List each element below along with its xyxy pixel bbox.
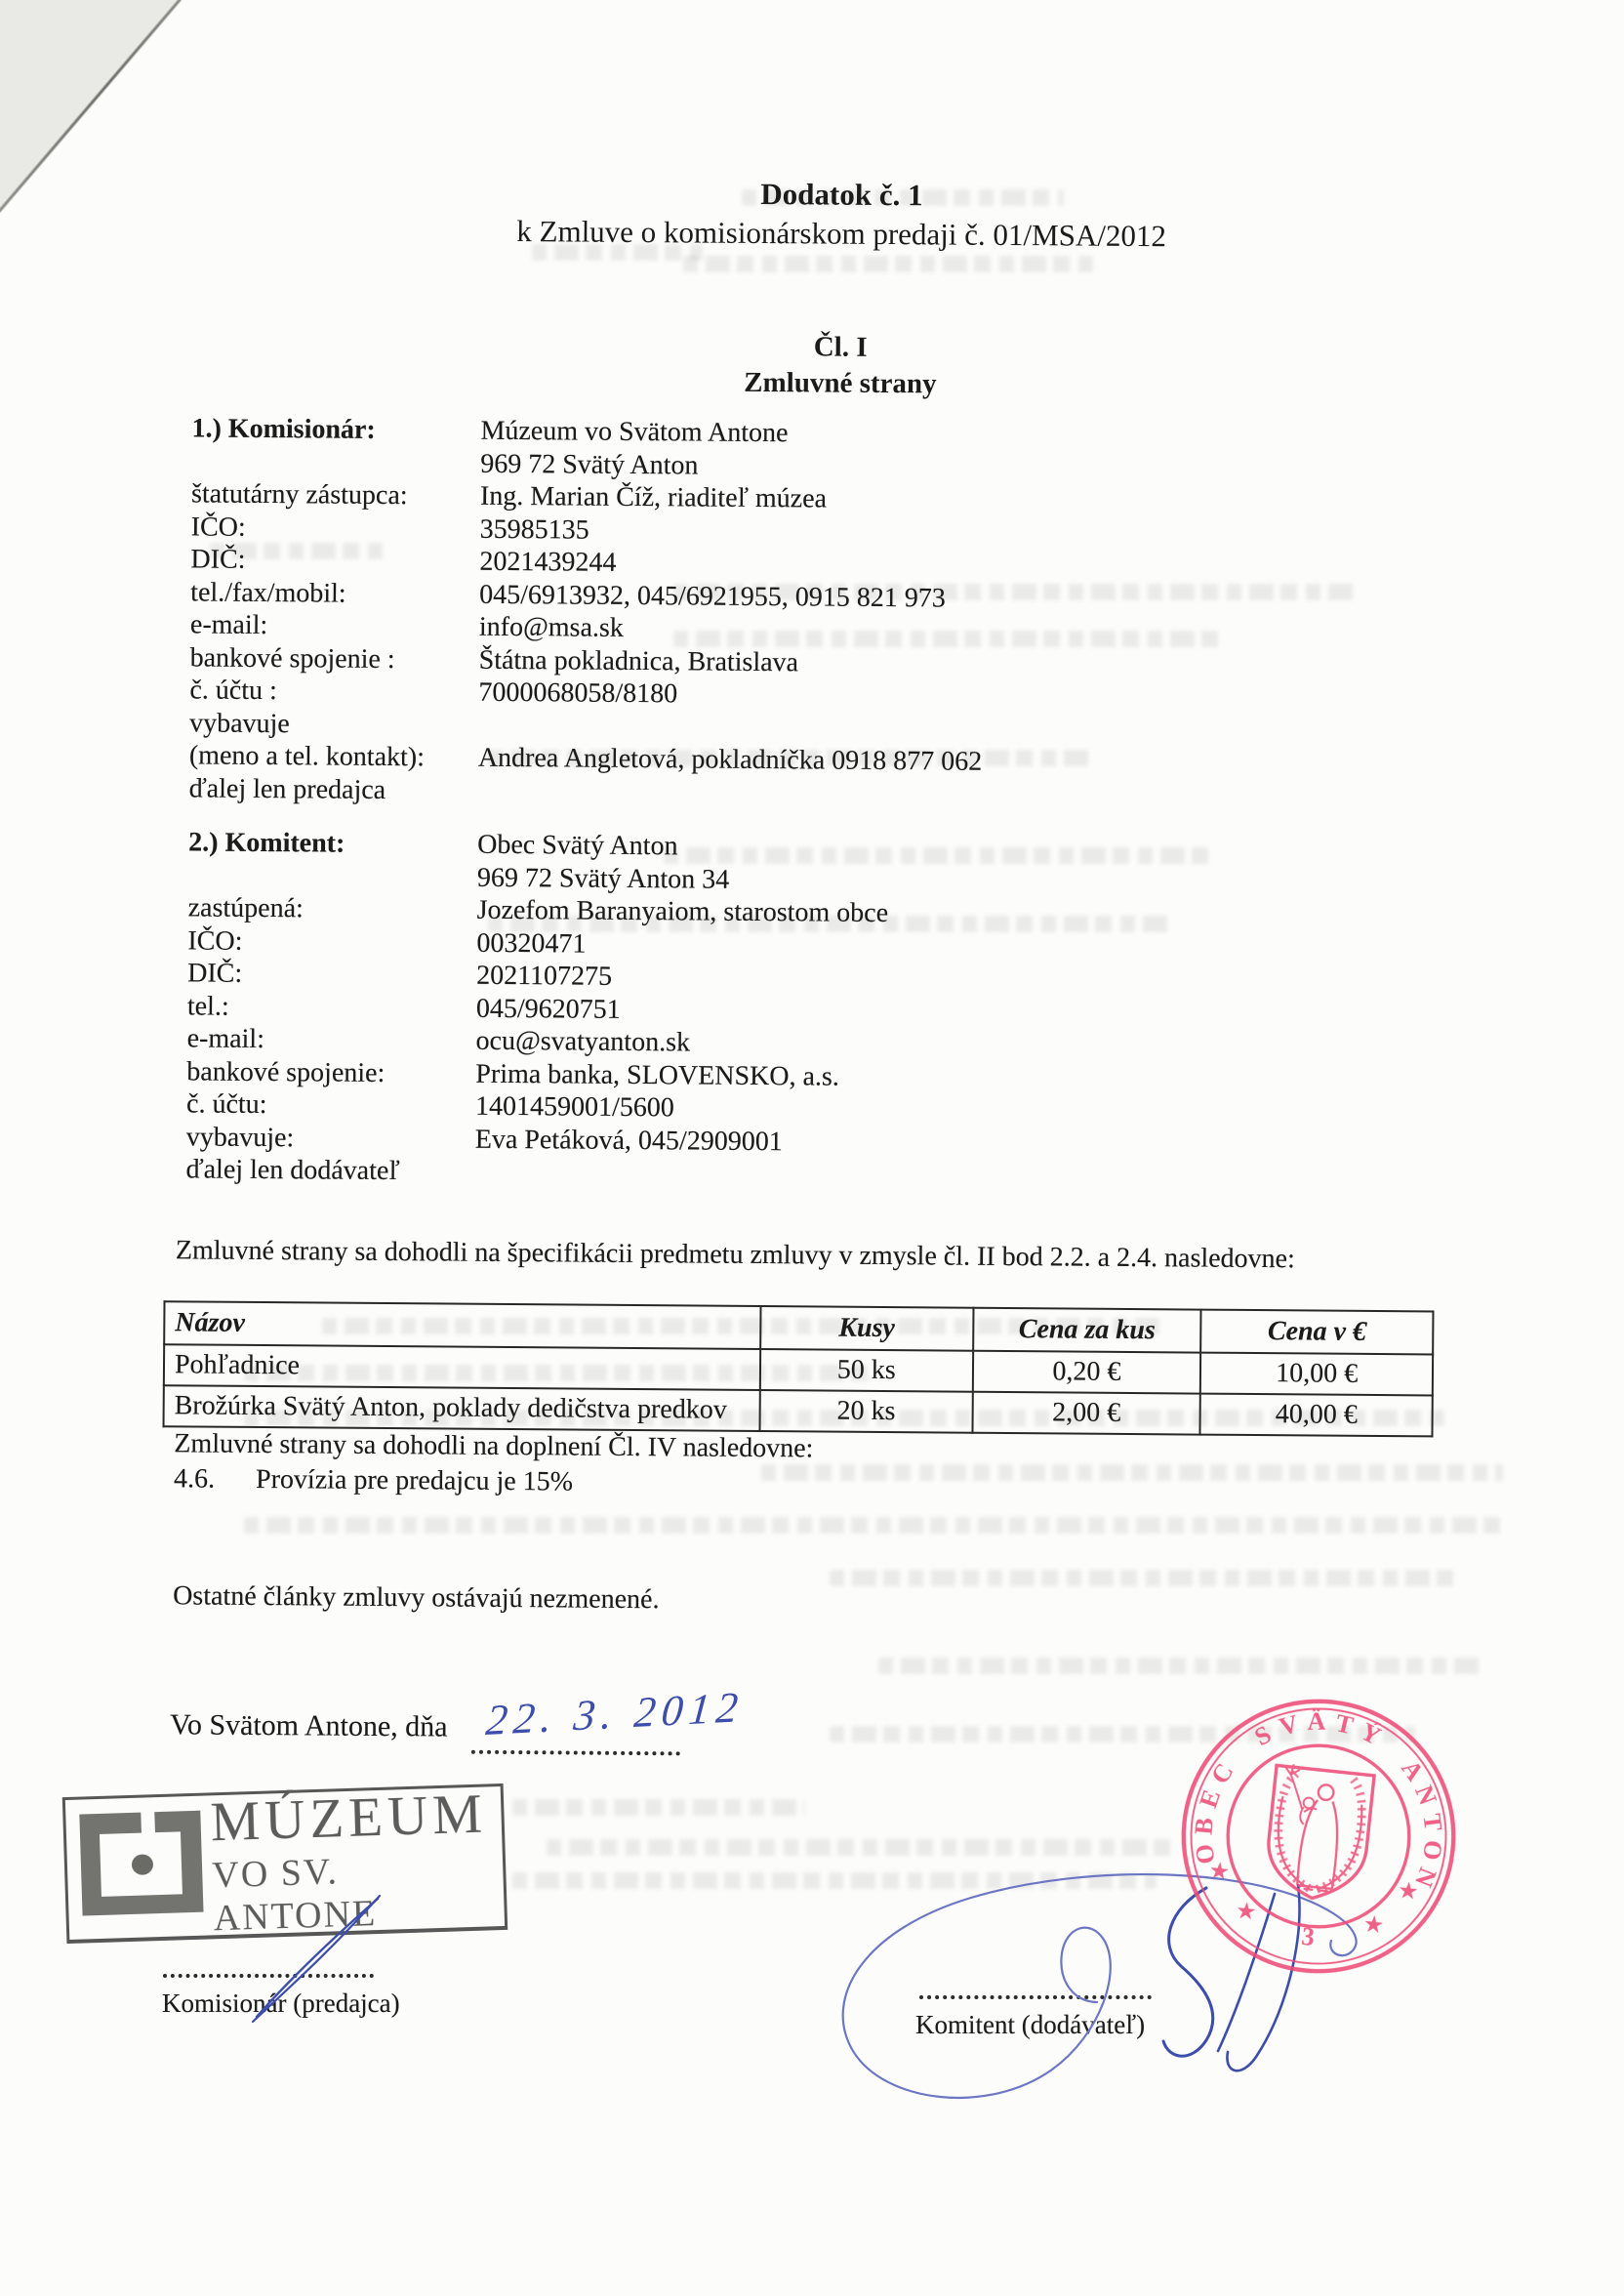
- cell-cena-v-eur: 40,00 €: [1200, 1394, 1433, 1437]
- document-title-block: [0, 169, 1623, 260]
- field-label: e-mail:: [186, 1023, 265, 1055]
- article-number: Čl. I: [813, 331, 868, 363]
- svg-text:★: ★: [1361, 1910, 1386, 1940]
- museum-stamp-name: MÚZEUM: [209, 1783, 488, 1854]
- party-section-komitent: [185, 826, 888, 1191]
- svg-text:A: A: [1396, 1754, 1430, 1786]
- field-value: 969 72 Svätý Anton: [480, 448, 699, 480]
- field-value: ocu@svatyanton.sk: [475, 1025, 691, 1058]
- party-row: [186, 1121, 887, 1159]
- col-header-kusy: Kusy: [760, 1306, 973, 1351]
- commission-clause: [174, 1462, 573, 1498]
- document-title: Dodatok č. 1: [760, 176, 923, 213]
- field-value: 2021107275: [476, 960, 613, 992]
- komisionar-role-label: Komisionár (predajca): [162, 1988, 400, 2018]
- party-row: [186, 1055, 887, 1093]
- field-label: IČO:: [187, 924, 243, 957]
- cell-nazov: Brožúrka Svätý Anton, poklady dedičstva predkov: [164, 1385, 760, 1431]
- field-value: 7000068058/8180: [478, 676, 678, 710]
- svg-text:T: T: [1417, 1812, 1448, 1833]
- svg-text:N: N: [1408, 1864, 1442, 1892]
- closing-paragraph: Ostatné články zmluvy ostávajú nezmenené.: [173, 1580, 660, 1616]
- svg-text:V: V: [1276, 1708, 1302, 1742]
- specification-paragraph: Zmluvné strany sa dohodli na špecifikácii predmetu zmluvy v zmysle čl. II bod 2.2. a 2.4. nasledovne:: [175, 1235, 1295, 1275]
- signature-line-right: [919, 1986, 1152, 1999]
- amendment-intro: Zmluvné strany sa dohodli na doplnení Čl. IV nasledovne:: [174, 1428, 814, 1464]
- article-heading-block: [0, 323, 1621, 408]
- svg-text:Ý: Ý: [1356, 1716, 1386, 1751]
- party-row: [188, 826, 889, 864]
- cell-kusy: 20 ks: [759, 1390, 972, 1433]
- field-label: 1.) Komisionár:: [191, 413, 376, 445]
- field-label: DIČ:: [190, 544, 246, 575]
- field-value: 00320471: [476, 927, 587, 960]
- field-label: [188, 859, 477, 894]
- field-label: ďalej len dodávateľ: [185, 1154, 400, 1187]
- field-value: Múzeum vo Svätom Antone: [480, 415, 789, 449]
- field-value: 045/6913932, 045/6921955, 0915 821 973: [479, 579, 946, 613]
- handwritten-date: 22. 3. 2012: [484, 1682, 746, 1745]
- clause-text: Provízia pre predajcu je 15%: [255, 1463, 574, 1497]
- svg-text:★: ★: [1234, 1897, 1258, 1926]
- party-row: [189, 772, 983, 811]
- field-label: bankové spojenie:: [186, 1055, 386, 1088]
- field-value: Prima banka, SLOVENSKO, a.s.: [475, 1058, 840, 1092]
- field-value: 2021439244: [479, 546, 617, 578]
- party-row: [188, 891, 889, 929]
- municipal-round-stamp: [1163, 1681, 1475, 1992]
- field-label: tel./fax/mobil:: [190, 576, 346, 609]
- field-label: vybavuje:: [185, 1121, 295, 1153]
- cell-cena-za-kus: 2,00 €: [972, 1392, 1200, 1435]
- place-date-label: Vo Svätom Antone, dňa: [169, 1708, 448, 1743]
- field-value: 045/9620751: [475, 993, 621, 1025]
- field-label: (meno a tel. kontakt):: [188, 740, 426, 773]
- field-label: č. účtu :: [189, 675, 277, 707]
- cell-nazov: Pohľadnice: [164, 1344, 760, 1390]
- svg-text:S: S: [1249, 1719, 1277, 1752]
- field-label: 2.) Komitent:: [188, 827, 345, 859]
- col-header-nazov: Názov: [164, 1301, 760, 1349]
- party-row: [187, 957, 888, 995]
- field-value: 1401459001/5600: [474, 1090, 674, 1124]
- party-row: [187, 924, 888, 963]
- museum-logo-icon: [79, 1811, 203, 1916]
- svg-text:C: C: [1204, 1758, 1239, 1789]
- svg-text:E: E: [1194, 1785, 1227, 1812]
- field-value: Obec Svätý Anton: [477, 829, 678, 862]
- svg-text:Ä: Ä: [1307, 1706, 1326, 1736]
- komitent-role-label: Komitent (dodávateľ): [915, 2010, 1146, 2039]
- col-header-cena-v-eur: Cena v €: [1200, 1310, 1433, 1355]
- contract-reference: k Zmluve o komisionárskom predaji č. 01/MSA/2012: [516, 214, 1167, 254]
- cell-cena-v-eur: 10,00 €: [1200, 1353, 1433, 1396]
- field-label: tel.:: [186, 990, 229, 1022]
- field-label: štatutárny zástupca:: [190, 478, 408, 512]
- stamp-number: 3: [1300, 1921, 1317, 1952]
- field-value: info@msa.sk: [478, 611, 624, 643]
- svg-text:B: B: [1189, 1816, 1219, 1836]
- cell-kusy: 50 ks: [760, 1349, 973, 1392]
- article-title: Zmluvné strany: [744, 366, 937, 400]
- stamp-coat-of-arms: [1263, 1763, 1374, 1904]
- products-table: [163, 1300, 1435, 1437]
- field-label: č. účtu:: [185, 1088, 267, 1121]
- svg-text:O: O: [1189, 1842, 1221, 1866]
- svg-text:★: ★: [1396, 1876, 1421, 1906]
- museum-stamp: [62, 1784, 508, 1944]
- field-value: Ing. Marian Číž, riaditeľ múzea: [479, 480, 828, 514]
- svg-text:O: O: [1417, 1838, 1448, 1863]
- clause-number: 4.6.: [173, 1463, 216, 1495]
- svg-text:★: ★: [1207, 1857, 1232, 1886]
- party-row: [188, 859, 889, 897]
- field-label: DIČ:: [187, 958, 243, 989]
- field-label: IČO:: [190, 511, 246, 543]
- party-row: [185, 1153, 886, 1191]
- field-label: bankové spojenie :: [189, 641, 395, 675]
- party-section-komisionar: [189, 412, 985, 810]
- party-row: [187, 1022, 888, 1060]
- field-value: Štátna pokladnica, Bratislava: [478, 644, 799, 677]
- field-label: vybavuje: [189, 707, 290, 739]
- field-label: e-mail:: [189, 609, 268, 641]
- party-row: [187, 990, 888, 1028]
- field-value: Andrea Angletová, pokladníčka 0918 877 062: [477, 742, 983, 777]
- party-row: [186, 1087, 887, 1126]
- field-value: 35985135: [479, 513, 589, 546]
- museum-stamp-place: VO SV. ANTONE: [211, 1851, 378, 1940]
- svg-text:T: T: [1332, 1708, 1357, 1741]
- field-value: Eva Petáková, 045/2909001: [474, 1124, 783, 1157]
- cell-cena-za-kus: 0,20 €: [972, 1351, 1200, 1394]
- signature-line-left: [163, 1964, 374, 1978]
- field-value: Jozefom Baranyaiom, starostom obce: [476, 894, 889, 929]
- svg-text:N: N: [1409, 1781, 1442, 1809]
- col-header-cena-za-kus: Cena za kus: [973, 1308, 1201, 1353]
- field-label: ďalej len predajca: [188, 772, 386, 805]
- field-label: zastúpená:: [187, 892, 304, 924]
- field-value: 969 72 Svätý Anton 34: [476, 862, 730, 895]
- field-label: [191, 445, 480, 480]
